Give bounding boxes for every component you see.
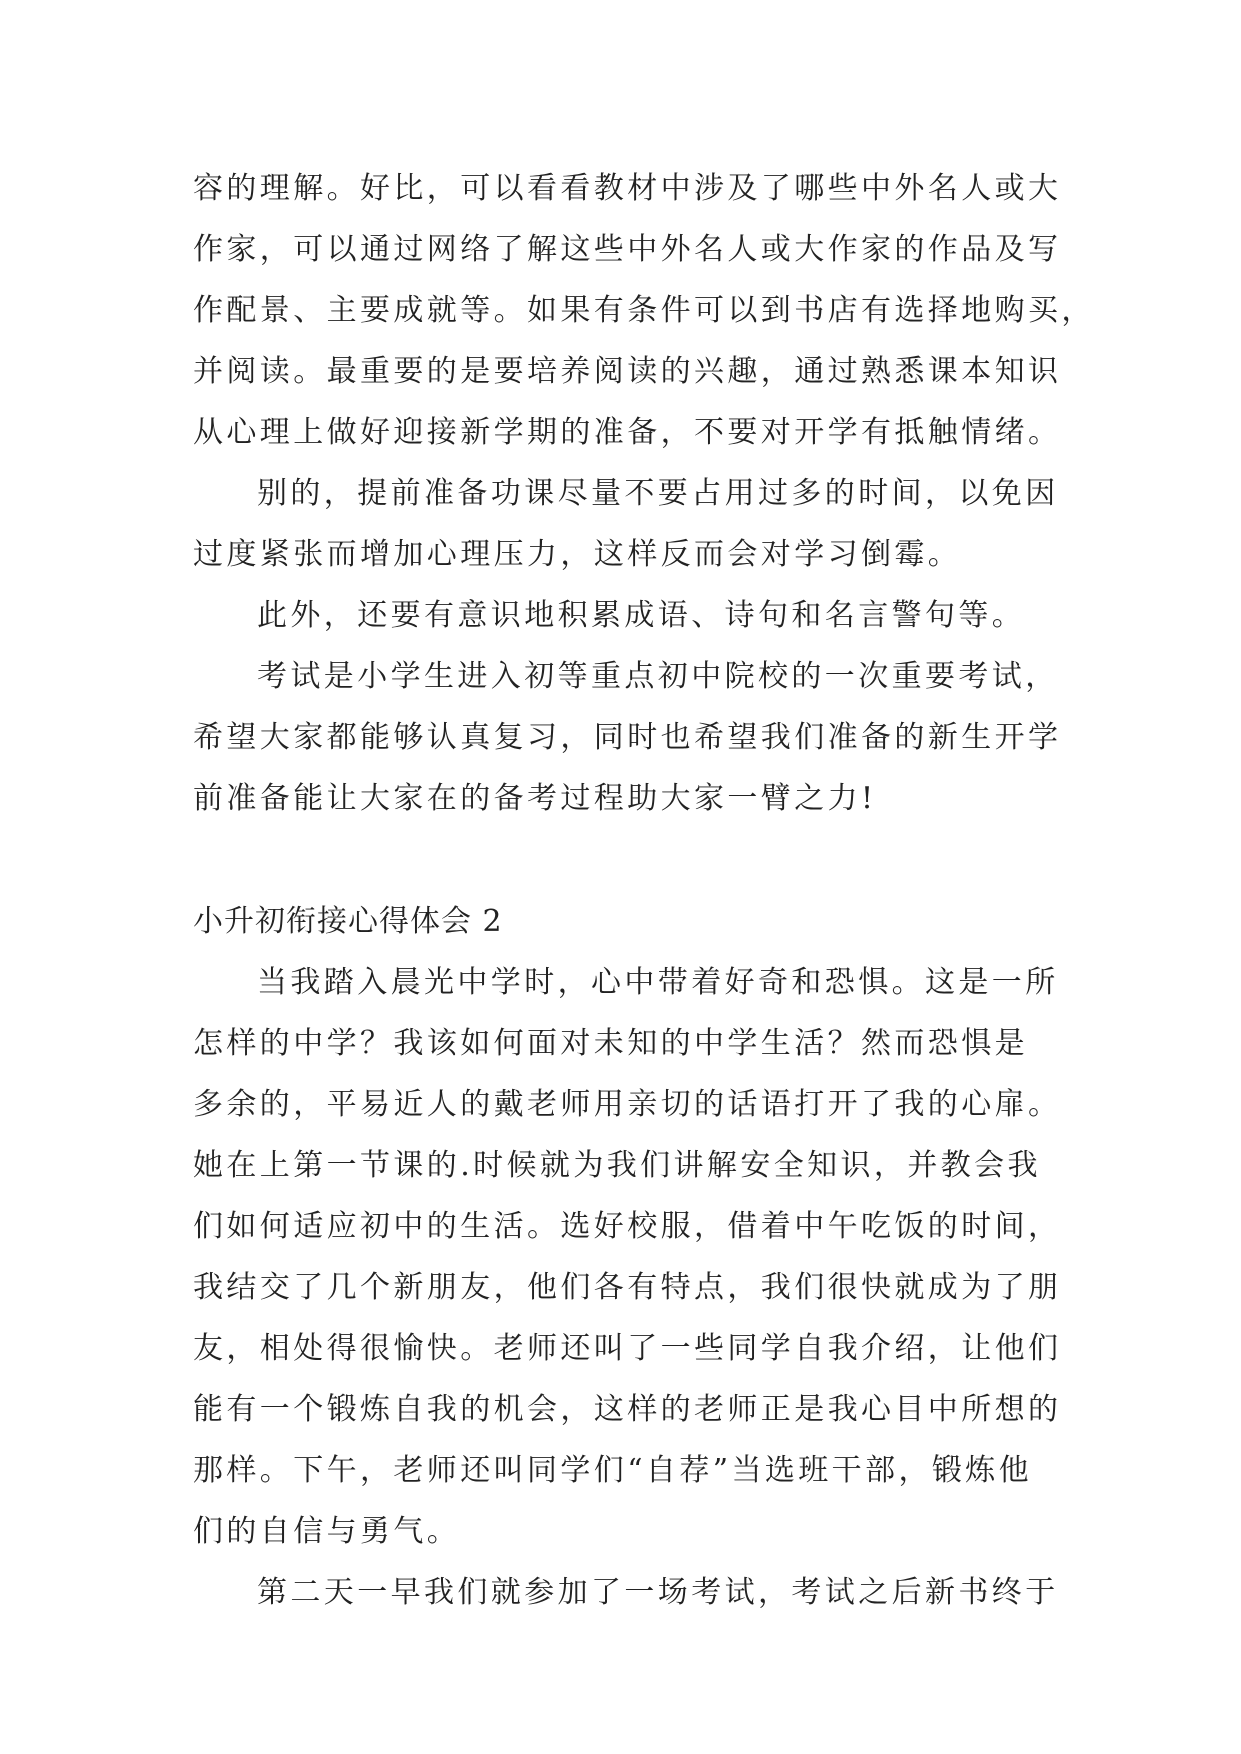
text-line: 容的理解。好比，可以看看教材中涉及了哪些中外名人或大	[193, 171, 1062, 206]
text-line: 们的自信与勇气。	[193, 1514, 461, 1549]
text-line: 多余的，平易近人的戴老师用亲切的话语打开了我的心扉。	[193, 1087, 1062, 1122]
text-line: 我结交了几个新朋友，他们各有特点，我们很快就成为了朋	[193, 1270, 1062, 1305]
text-line: 她在上第一节课的.时候就为我们讲解安全知识，并教会我	[193, 1148, 1041, 1183]
section-spacer	[193, 829, 1055, 891]
text-line: 友，相处得很愉快。老师还叫了一些同学自我介绍，让他们	[193, 1331, 1062, 1366]
document-body	[193, 158, 1095, 1623]
paragraph-start-line: 第二天一早我们就参加了一场考试，考试之后新书终于	[257, 1575, 1059, 1610]
text-line: 希望大家都能够认真复习，同时也希望我们准备的新生开学	[193, 720, 1062, 755]
text-line: 那样。下午，老师还叫同学们“自荐”当选班干部，锻炼他	[193, 1453, 1033, 1488]
text-line: 们如何适应初中的生活。选好校服，借着中午吃饭的时间，	[193, 1209, 1062, 1244]
paragraph-start-line: 别的，提前准备功课尽量不要占用过多的时间，以免因	[257, 476, 1059, 511]
text-line: 过度紧张而增加心理压力，这样反而会对学习倒霉。	[193, 537, 962, 572]
section-heading: 小升初衔接心得体会 2	[193, 904, 503, 939]
text-line: 作家，可以通过网络了解这些中外名人或大作家的作品及写	[193, 232, 1062, 267]
paragraph-start-line: 当我踏入晨光中学时，心中带着好奇和恐惧。这是一所	[257, 965, 1059, 1000]
paragraph-start-line: 考试是小学生进入初等重点初中院校的一次重要考试，	[257, 659, 1059, 694]
text-line: 怎样的中学？我该如何面对未知的中学生活？然而恐惧是	[193, 1026, 1028, 1061]
text-line: 作配景、主要成就等。如果有条件可以到书店有选择地购买，	[193, 293, 1095, 328]
paragraph-start-line: 此外，还要有意识地积累成语、诗句和名言警句等。	[257, 598, 1026, 633]
text-line: 前准备能让大家在的备考过程助大家一臂之力!	[193, 781, 877, 816]
text-line: 并阅读。最重要的是要培养阅读的兴趣，通过熟悉课本知识	[193, 354, 1062, 389]
text-line: 从心理上做好迎接新学期的准备，不要对开学有抵触情绪。	[193, 415, 1062, 450]
text-line: 能有一个锻炼自我的机会，这样的老师正是我心目中所想的	[193, 1392, 1062, 1427]
